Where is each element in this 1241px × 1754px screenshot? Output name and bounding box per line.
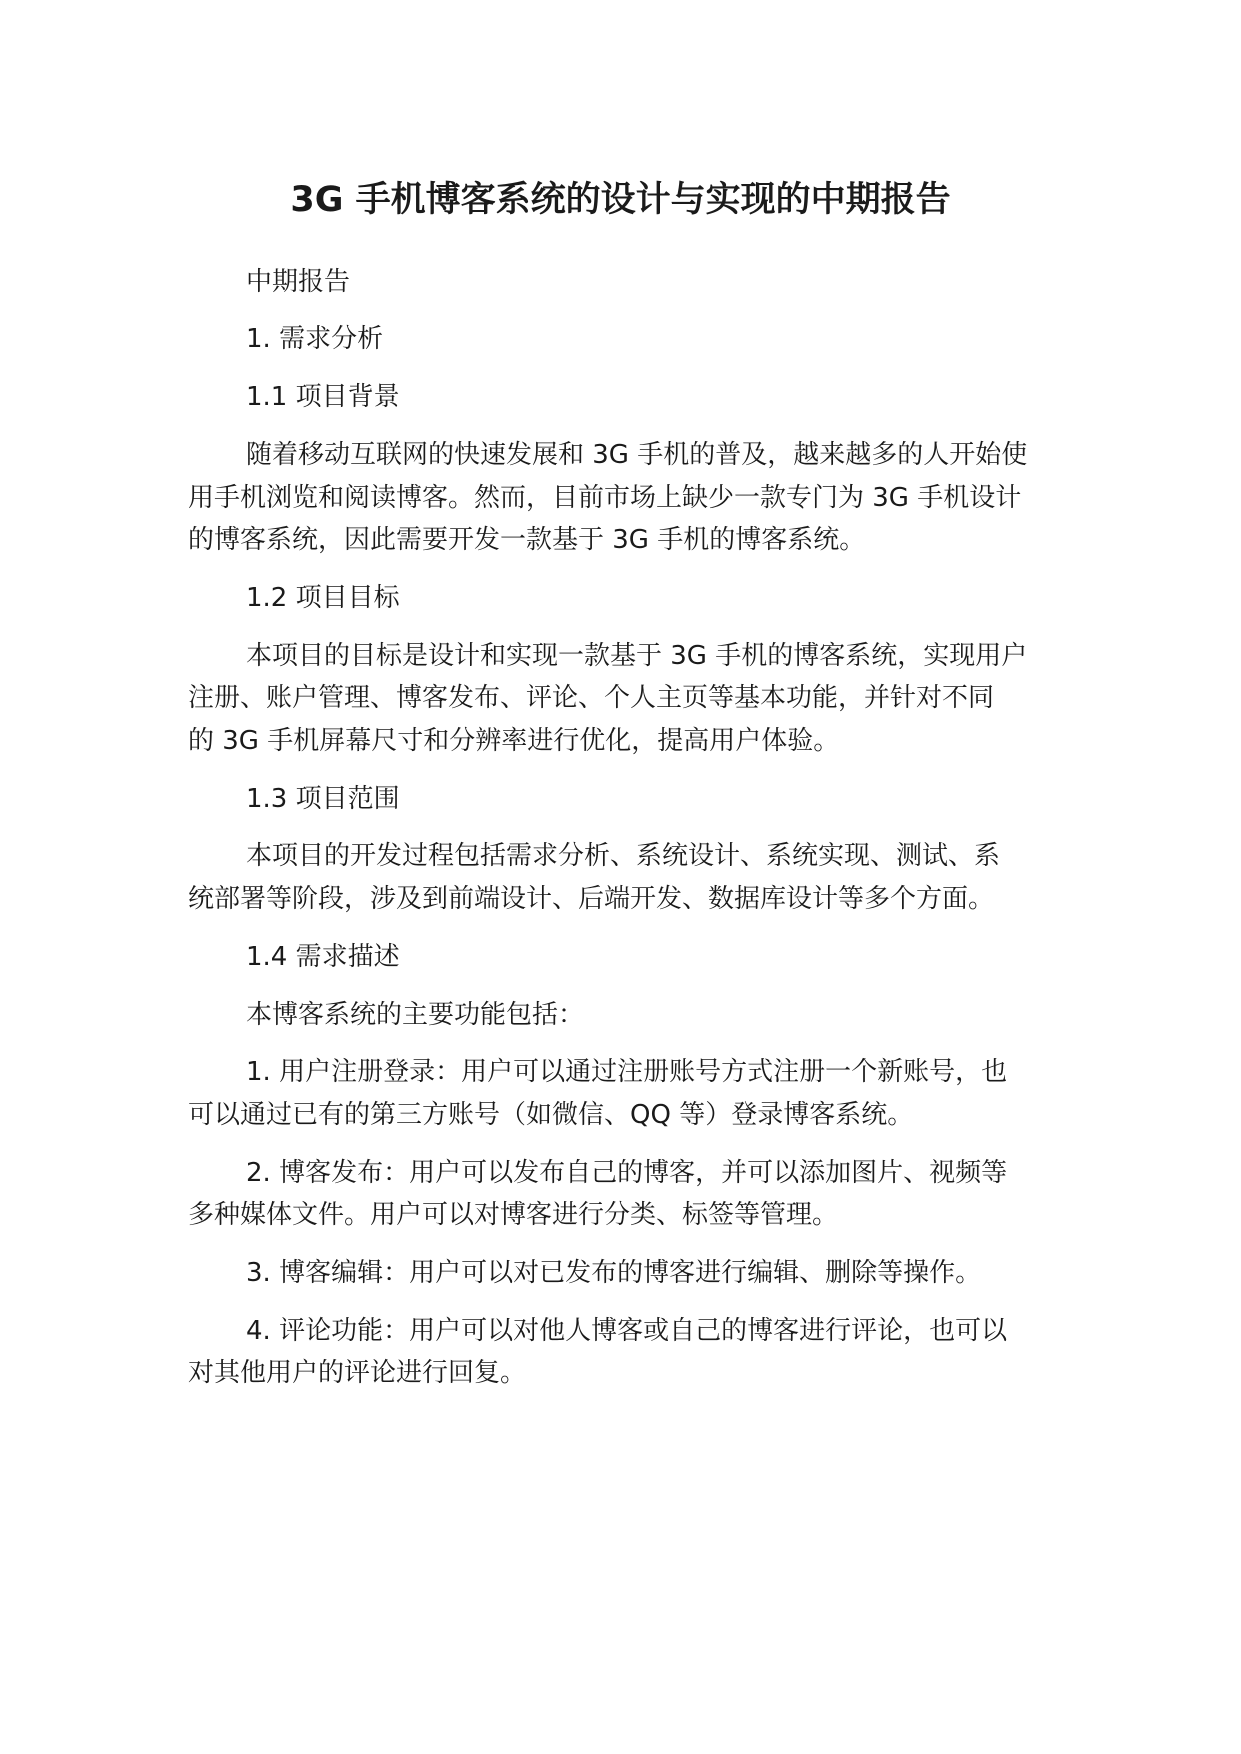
paragraph-line: 的博客系统，因此需要开发一款基于 3G 手机的博客系统。: [188, 525, 866, 555]
section-heading: 1. 需求分析: [246, 324, 384, 354]
subsection-heading: 1.2 项目目标: [246, 583, 400, 613]
paragraph-line: 本项目的目标是设计和实现一款基于 3G 手机的博客系统，实现用户: [246, 641, 1028, 671]
document-title: 3G 手机博客系统的设计与实现的中期报告: [290, 180, 951, 220]
list-item-line: 1. 用户注册登录：用户可以通过注册账号方式注册一个新账号，也: [246, 1057, 1008, 1087]
list-item-line: 可以通过已有的第三方账号（如微信、QQ 等）登录博客系统。: [188, 1100, 914, 1130]
paragraph-line: 随着移动互联网的快速发展和 3G 手机的普及，越来越多的人开始使: [246, 440, 1028, 470]
list-item-line: 2. 博客发布：用户可以发布自己的博客，并可以添加图片、视频等: [246, 1158, 1008, 1188]
paragraph-line: 统部署等阶段，涉及到前端设计、后端开发、数据库设计等多个方面。: [188, 884, 995, 914]
paragraph-line: 的 3G 手机屏幕尺寸和分辨率进行优化，提高用户体验。: [188, 726, 840, 756]
paragraph-line: 注册、账户管理、博客发布、评论、个人主页等基本功能，并针对不同: [188, 683, 995, 713]
paragraph-line: 本博客系统的主要功能包括：: [246, 1000, 585, 1030]
subsection-heading: 1.3 项目范围: [246, 784, 400, 814]
text-line: 中期报告: [246, 267, 351, 297]
subsection-heading: 1.1 项目背景: [246, 382, 400, 412]
paragraph-line: 本项目的开发过程包括需求分析、系统设计、系统实现、测试、系: [246, 841, 1001, 871]
list-item-line: 3. 博客编辑：用户可以对已发布的博客进行编辑、删除等操作。: [246, 1258, 982, 1288]
list-item-line: 4. 评论功能：用户可以对他人博客或自己的博客进行评论，也可以: [246, 1316, 1008, 1346]
paragraph-line: 用手机浏览和阅读博客。然而，目前市场上缺少一款专门为 3G 手机设计: [188, 483, 1022, 513]
subsection-heading: 1.4 需求描述: [246, 942, 400, 972]
list-item-line: 对其他用户的评论进行回复。: [188, 1358, 527, 1388]
list-item-line: 多种媒体文件。用户可以对博客进行分类、标签等管理。: [188, 1200, 839, 1230]
